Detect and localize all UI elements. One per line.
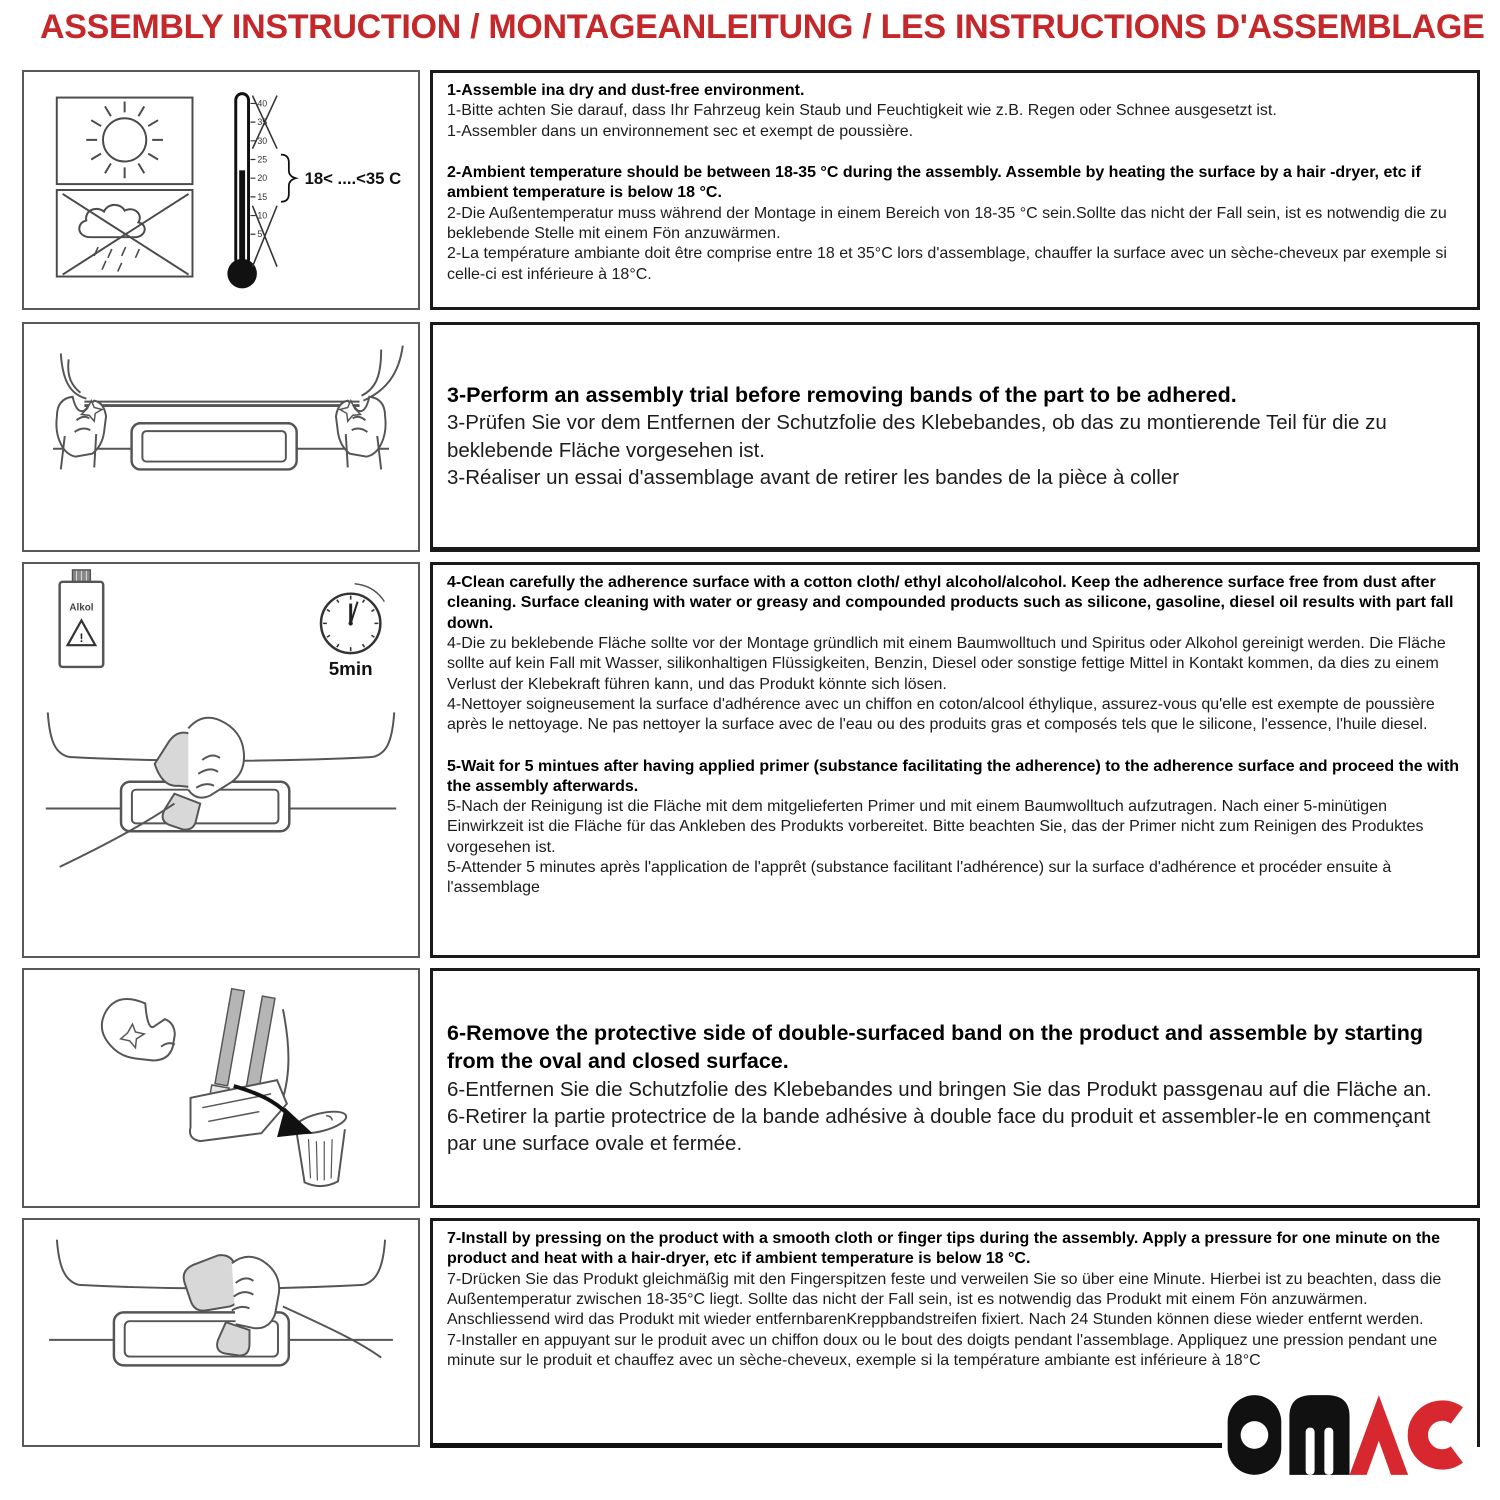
band-tail-right xyxy=(363,346,402,401)
range-brace xyxy=(281,155,296,202)
instructions-step-3 xyxy=(430,322,1480,552)
svg-text:30: 30 xyxy=(257,135,268,146)
step-7-en: 7-Install by pressing on the product with a smooth cloth or finger tips during the assembly. Apply a pressure for one minute on the product and heat with a hair-dryer, etc if ambient temperature is below 18 °C. xyxy=(447,1230,1440,1268)
svg-text:10: 10 xyxy=(257,210,268,221)
trunk-corner-left xyxy=(48,712,70,757)
step-1-fr: 1-Assembler dans un environnement sec et exempt de poussière. xyxy=(447,122,914,140)
instructions-step-1-2 xyxy=(430,70,1480,310)
thermometer-icon xyxy=(227,94,401,289)
trunk-corner-right xyxy=(363,1240,385,1285)
trash-can-icon xyxy=(292,1107,348,1186)
remove-band-illustration xyxy=(24,970,418,1206)
step-6-en: 6-Remove the protective side of double-surfaced band on the product and assemble by starting from the oval and closed surface. xyxy=(447,1020,1424,1074)
step-1-de: 1-Bitte achten Sie darauf, dass Ihr Fahrzeug kein Staub und Feuchtigkeit wie z.B. Regen oder Schnee ausgesetzt ist. xyxy=(447,102,1277,120)
trunk-corner-left xyxy=(61,353,87,398)
clock-icon xyxy=(321,584,384,679)
sun-icon xyxy=(86,102,163,179)
thermometer-range-label: 18< ....<35 C xyxy=(304,169,402,189)
instructions-step-6 xyxy=(430,968,1480,1208)
trunk-corner-right xyxy=(372,712,394,757)
logo-letter-a xyxy=(1350,1395,1409,1475)
svg-text:20: 20 xyxy=(257,173,268,184)
trunk-corner-left xyxy=(57,1240,79,1285)
step-4-de: 4-Die zu beklebende Fläche sollte vor der Montage gründlich mit einem Baumwolltuch und Spiritus oder Alkohol gereinigt werden. Die Fläche sollte auf kein Fall mit Wasser, silikonhaltigen Flüssigkeiten, Benzin, Diesel oder sonstige fettige Mittel in Kontakt kommen, da dies zu einem Verlust der Klebekraft führen kann, und das Produkt könnte sich lösen. xyxy=(447,634,1446,693)
step-3-fr: 3-Réaliser un essai d'assemblage avant de retirer les bandes de la pièce à coller xyxy=(447,465,1180,489)
svg-text:5: 5 xyxy=(257,229,263,240)
step-5-fr: 5-Attender 5 minutes après l'application de l'apprêt (substance facilitant l'adhérence) sur la surface d'adhérence et procéder ensuite à l'assemblage xyxy=(447,859,1392,897)
step-5-en: 5-Wait for 5 mintues after having applied primer (substance facilitating the adherence) to the adherence surface and proceed the with the assembly afterwards. xyxy=(447,757,1460,795)
pressing-illustration xyxy=(24,1220,418,1445)
left-hand-icon xyxy=(56,397,106,470)
figure-pressing xyxy=(22,1218,420,1447)
step-4-en: 4-Clean carefully the adherence surface with a cotton cloth/ ethyl alcohol/alcohol. Keep the adherence surface free from dust after cleaning. Surface cleaning with water or greasy and compounded products such as silicone, gasoline, diesel oil results with part fall down. xyxy=(447,574,1454,632)
trunk-corner-right xyxy=(362,350,382,396)
step-7-fr: 7-Installer en appuyant sur le produit avec un chiffon doux ou le bout des doigts pendant l'assemblage. Appliquez une pression pendant une minute sur le produit et chauffez avec un sèche-cheveux, exemple si la température ambiante est inférieure à 18°C xyxy=(447,1331,1438,1369)
assembly-trial-illustration xyxy=(24,324,418,550)
logo-letter-o xyxy=(1228,1395,1282,1475)
peeling-hand-icon xyxy=(102,999,175,1060)
step-5-de: 5-Nach der Reinigung ist die Fläche mit dem mitgelieferten Primer und mit einem Baumwolltuch aufzutragen. Nach einer 5-minütigen Einwirkzeit ist die Fläche für das Ankleben des Produkts vorbereitet. Bitte beachten Sie, das der Primer nicht zum Reinigen des Produktes vorgesehen ist. xyxy=(447,798,1424,856)
svg-text:15: 15 xyxy=(257,191,268,202)
step-7-de: 7-Drücken Sie das Produkt gleichmäßig mit den Fingerspitzen feste und verweilen Sie so über eine Minute. Hierbei ist zu beachten, dass die Außentemperatur zwischen 18-35°C liegt. Sollte das nicht der Fall sein, ist es notwendig das Produkt mit einem Fön anzuwärmen. Anschliessend wird das Produkt mit wieder entfernbarenKreppbandstreifen fixiert. Nach 24 Stunden können diese wieder entfernt werden. xyxy=(447,1270,1442,1329)
step-4-fr: 4-Nettoyer soigneusement la surface d'adhérence avec un chiffon en coton/alcool éthylique, assurez-vous qu'elle est exempte de poussière après le nettoyage. Ne pas nettoyer la surface avec de l'eau ou des produits gras et composés tels que le silicone, l'essence, l'huile diesel. xyxy=(447,695,1435,734)
step-3-en: 3-Perform an assembly trial before removing bands of the part to be adhered. xyxy=(447,382,1237,407)
logo-letter-m xyxy=(1289,1395,1349,1475)
figure-cleaning xyxy=(22,562,420,958)
step-2-fr: 2-La température ambiante doit être comprise entre 18 et 35°C lors d'assemblage, chauffer la surface avec un sèche-cheveux par exemple si celle-ci est inférieure à 18°C. xyxy=(447,245,1447,283)
svg-text:!: ! xyxy=(79,631,84,646)
svg-text:35: 35 xyxy=(257,117,268,128)
no-rain-icon xyxy=(63,194,189,275)
instructions-step-4-5 xyxy=(430,562,1480,958)
figure-assembly-trial xyxy=(22,322,420,552)
figure-remove-band xyxy=(22,968,420,1208)
step-1-en: 1-Assemble ina dry and dust-free environment. xyxy=(447,82,805,99)
step-6-de: 6-Entfernen Sie die Schutzfolie des Klebebandes und bringen Sie das Produkt passgenau auf die Fläche an. xyxy=(447,1077,1432,1101)
alcohol-bottle-icon xyxy=(60,570,104,667)
step-2-de: 2-Die Außentemperatur muss während der Montage in einem Bereich von 18-35 °C sein.Sollte das nicht der Fall sein, ist es notwendig die zu beklebende Stelle mit einem Fön anzuwärmen. xyxy=(447,204,1447,242)
step-3-de: 3-Prüfen Sie vor dem Entfernen der Schutzfolie des Klebebandes, ob das zu montierende Teil für die zu beklebende Fläche vorgesehen ist. xyxy=(447,411,1387,462)
svg-text:25: 25 xyxy=(257,154,268,165)
step-2-en: 2-Ambient temperature should be between 18-35 °C during the assembly. Assemble by heating the surface by a hair -dryer, etc if ambient temperature is below 18 °C. xyxy=(447,163,1421,202)
figure-environment xyxy=(22,70,420,310)
logo-letter-c xyxy=(1418,1411,1457,1460)
environment-illustration xyxy=(24,72,418,308)
omac-logo xyxy=(1226,1390,1478,1480)
cleaning-illustration xyxy=(24,564,418,956)
clock-duration-label: 5min xyxy=(328,657,373,679)
right-hand-icon xyxy=(336,397,386,470)
step-6-fr: 6-Retirer la partie protectrice de la bande adhésive à double face du produit et assembler-le en commençant par une surface ovale et fermée. xyxy=(447,1104,1431,1156)
footer-rule xyxy=(430,1443,1222,1448)
svg-text:40: 40 xyxy=(257,98,268,109)
bottle-label: Alkol xyxy=(69,602,94,614)
page-title: ASSEMBLY INSTRUCTION / MONTAGEANLEITUNG / LES INSTRUCTIONS D'ASSEMBLAGE xyxy=(40,8,1485,46)
